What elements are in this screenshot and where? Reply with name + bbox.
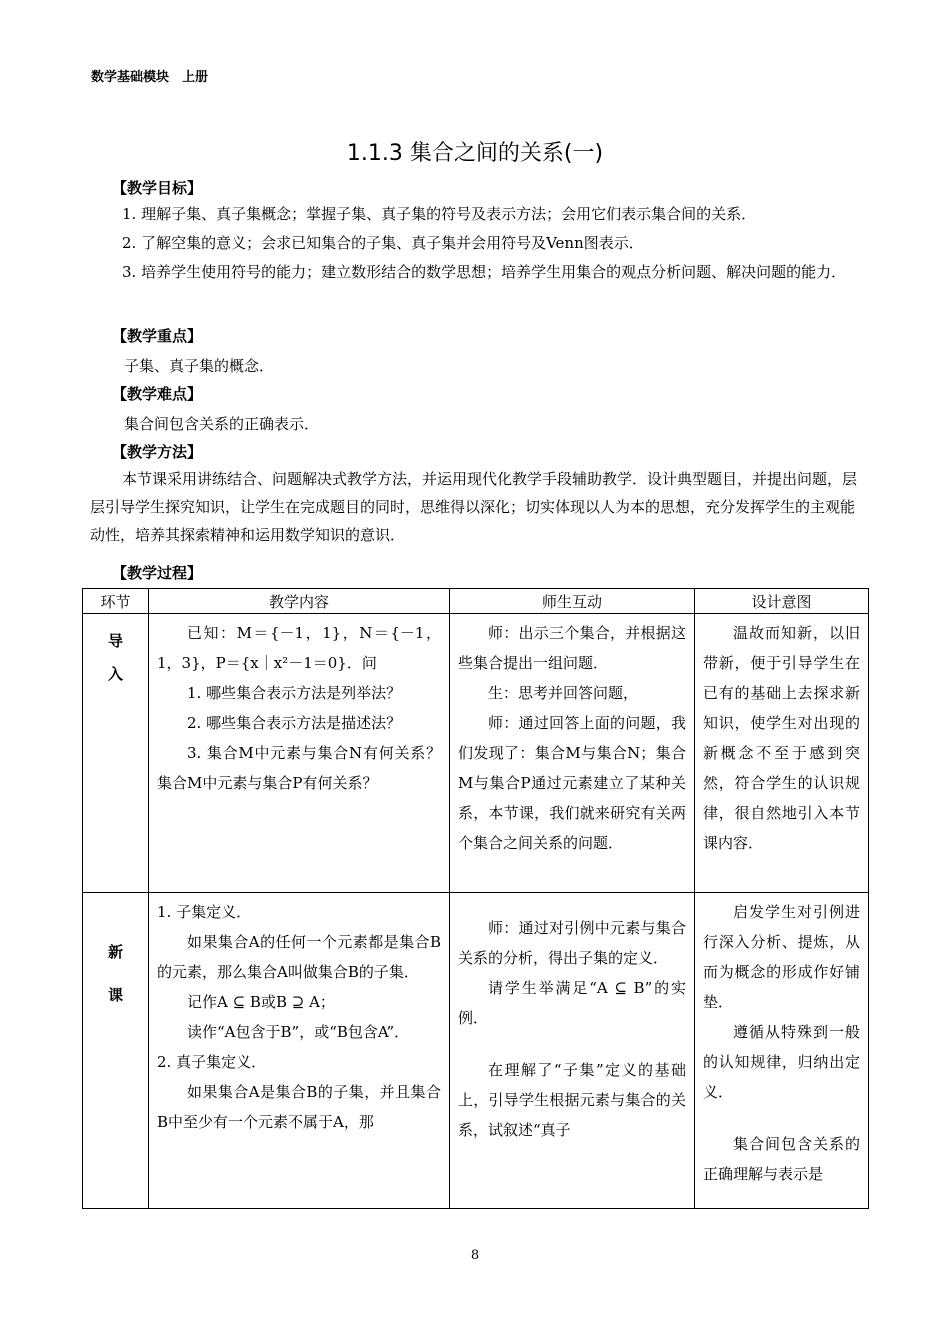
page-number: 8 [470, 1248, 480, 1263]
goal-1: 1. 理解子集、真子集概念；掌握子集、真子集的符号及表示方法；会用它们表示集合间的关系． [122, 205, 757, 223]
header-intent: 设计意图 [695, 589, 869, 614]
key-point: 子集、真子集的概念． [124, 357, 275, 375]
stage-char: 课 [107, 986, 123, 1004]
content-cell [149, 893, 450, 1209]
interaction-line: 生：思考并回答问题， [488, 684, 639, 702]
interaction-line: 师：通过对引例中元素与集合关系的分析，得出子集的定义． [458, 919, 686, 967]
interaction-line: 师：通过回答上面的问题，我们发现了：集合M与集合N；集合M与集合P通过元素建立了某种关系，本节课，我们就来研究有关两个集合之间关系的问题． [458, 714, 686, 852]
page-title: 1.1.3 集合之间的关系(一) [346, 141, 604, 166]
interaction-cell [450, 614, 695, 893]
stage-char: 导 [107, 632, 123, 650]
content-cell [149, 614, 450, 893]
table-row [83, 893, 869, 1209]
header-content: 教学内容 [149, 589, 450, 614]
process-table [82, 588, 869, 1209]
intent-cell [695, 893, 869, 1209]
goal-3: 3. 培养学生使用符号的能力；建立数形结合的数学思想；培养学生用集合的观点分析问题、解决问题的能力． [122, 263, 847, 281]
running-header: 数学基础模块 上册 [91, 70, 209, 85]
intent-line: 集合间包含关系的正确理解与表示是 [703, 1135, 860, 1183]
section-heading-key: 【教学重点】 [112, 327, 203, 345]
content-line: 记作A ⊆ B或B ⊇ A； [187, 993, 335, 1011]
intent-line: 温故而知新，以旧带新，便于引导学生在已有的基础上去探求新知识，使学生对出现的新概念不至于感到突然，符合学生的认识规律，很自然地引入本节课内容． [703, 624, 860, 852]
table-header-row [83, 589, 869, 614]
stage-intro [83, 614, 149, 893]
stage-new-lesson [83, 893, 149, 1209]
stage-char: 新 [107, 943, 123, 961]
method-text: 本节课采用讲练结合、问题解决式教学方法，并运用现代化教学手段辅助教学．设计典型题目，并提出问题，层层引导学生探究知识，让学生在完成题目的同时，思维得以深化；切实体现以人为本的思想，充分发挥学生的主观能动性，培养其探索精神和运用数学知识的意识． [90, 470, 858, 544]
intent-line: 遵循从特殊到一般的认知规律，归纳出定义． [703, 1023, 860, 1101]
interaction-line: 师：出示三个集合，并根据这些集合提出一组问题． [458, 624, 686, 672]
content-line: 已知：M＝{－1，1}，N＝{－1，1，3}，P＝{x｜x²－1＝0}．问 [157, 624, 441, 672]
content-line: 1. 哪些集合表示方法是列举法？ [187, 684, 402, 702]
header-interaction: 师生互动 [450, 589, 695, 614]
content-line: 读作“A包含于B”，或“B包含A”． [187, 1023, 410, 1041]
section-heading-method: 【教学方法】 [112, 443, 203, 461]
content-line: 1. 子集定义． [157, 903, 252, 921]
intent-cell [695, 614, 869, 893]
section-heading-difficulty: 【教学难点】 [112, 385, 203, 403]
section-heading-goals: 【教学目标】 [112, 179, 203, 197]
difficulty-point: 集合间包含关系的正确表示． [124, 415, 320, 433]
content-line: 2. 真子集定义． [157, 1053, 267, 1071]
header-stage: 环节 [83, 589, 149, 614]
goal-2: 2. 了解空集的意义；会求已知集合的子集、真子集并会用符号及Venn图表示． [122, 234, 644, 252]
section-heading-process: 【教学过程】 [112, 564, 203, 582]
stage-char: 入 [107, 665, 123, 683]
intent-line: 启发学生对引例进行深入分析、提炼，从而为概念的形成作好铺垫． [703, 903, 860, 1011]
interaction-cell [450, 893, 695, 1209]
interaction-line: 在理解了“子集”定义的基础上，引导学生根据元素与集合的关系，试叙述“真子 [458, 1061, 686, 1139]
interaction-line: 请学生举满足“A ⊆ B”的实例． [458, 979, 686, 1027]
content-line: 如果集合A是集合B的子集，并且集合B中至少有一个元素不属于A，那 [157, 1083, 441, 1131]
table-row [83, 614, 869, 893]
content-line: 3. 集合M中元素与集合N有何关系？集合M中元素与集合P有何关系？ [157, 744, 441, 792]
content-line: 如果集合A的任何一个元素都是集合B的元素，那么集合A叫做集合B的子集． [157, 933, 441, 981]
content-line: 2. 哪些集合表示方法是描述法？ [187, 714, 402, 732]
